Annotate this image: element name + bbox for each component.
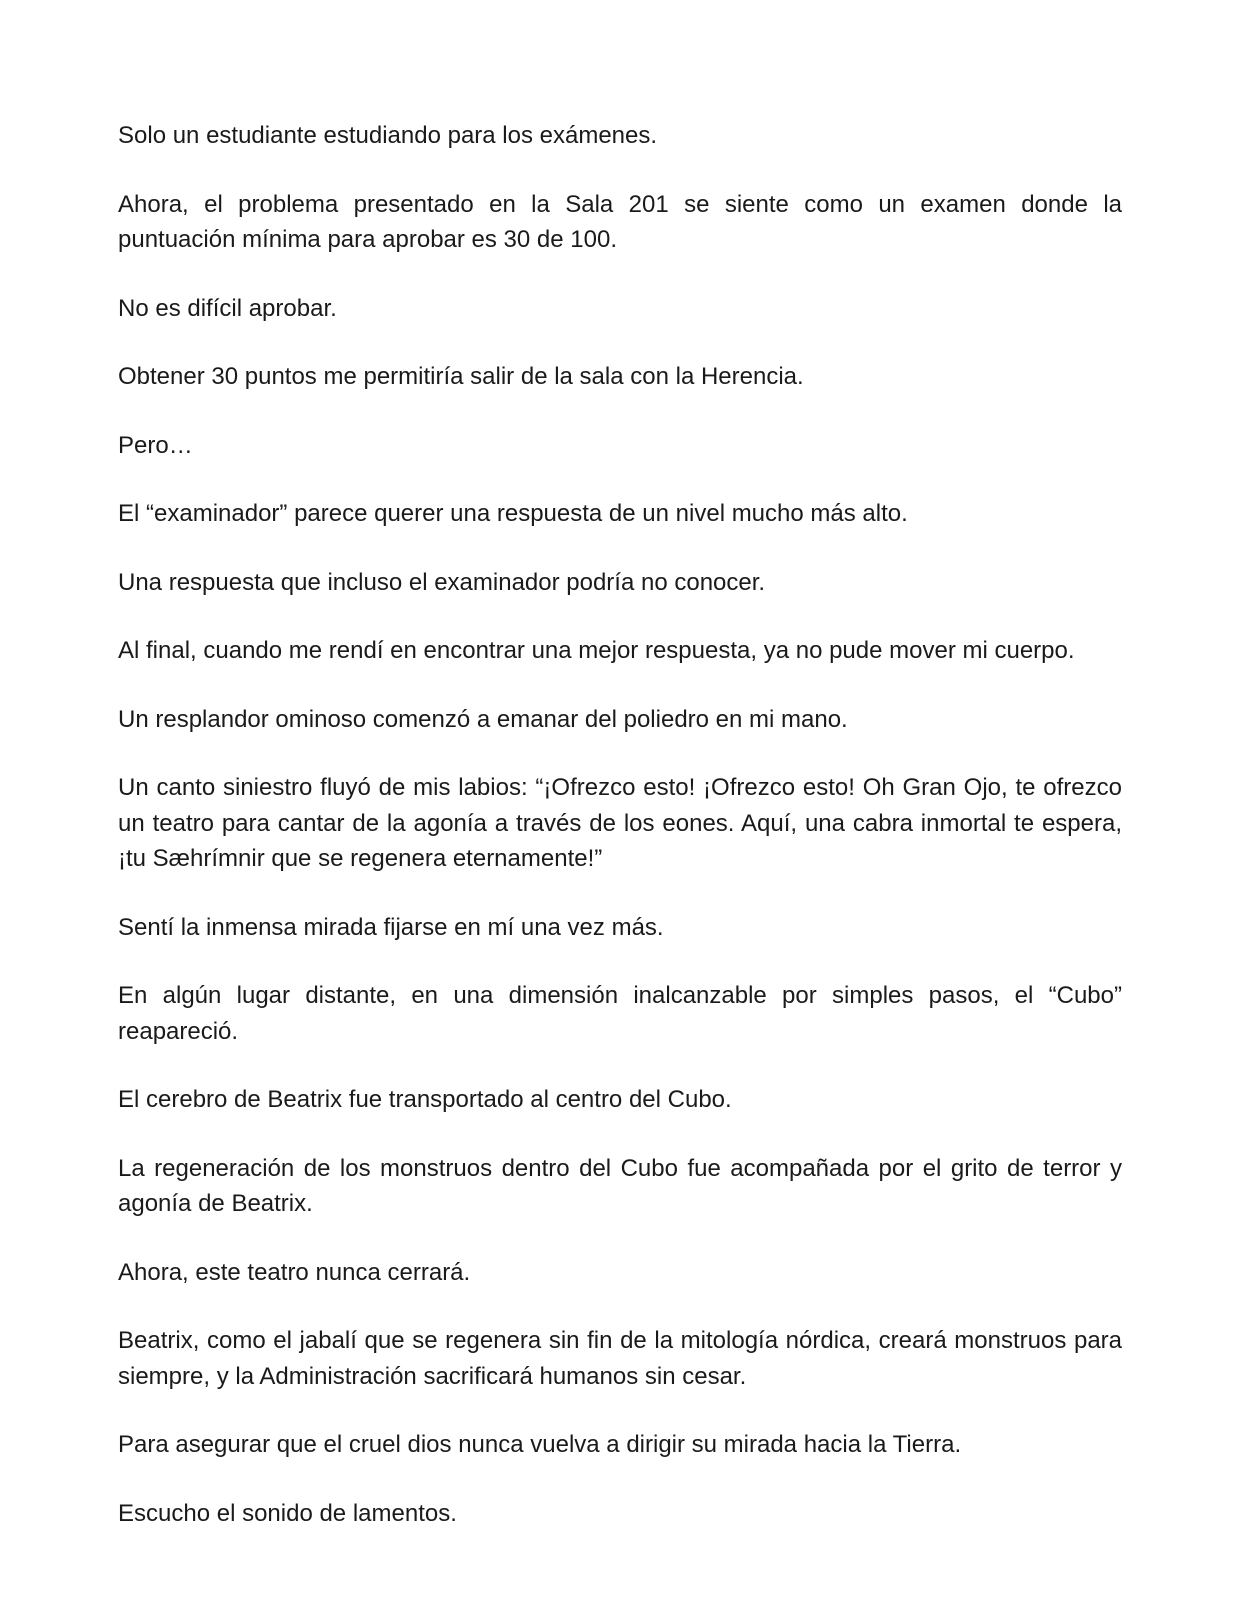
- paragraph-16: Beatrix, como el jabalí que se regenera sin fin de la mitología nórdica, creará monstruos para siempre, y la Administración sacrificará humanos sin cesar.: [118, 1327, 1122, 1390]
- paragraph-2: Ahora, el problema presentado en la Sala 201 se siente como un examen donde la puntuación mínima para aprobar es 30 de 100.: [118, 190, 1122, 253]
- paragraph-1: Solo un estudiante estudiando para los exámenes.: [118, 122, 658, 149]
- paragraph-3: No es difícil aprobar.: [118, 294, 337, 322]
- paragraph-14: La regeneración de los monstruos dentro del Cubo fue acompañada por el grito de terror y agonía de Beatrix.: [118, 1154, 1122, 1217]
- paragraph-7: Una respuesta que incluso el examinador podría no conocer.: [118, 568, 766, 596]
- document-page: [118, 118, 1122, 1531]
- paragraph-12: En algún lugar distante, en una dimensión inalcanzable por simples pasos, el “Cubo” reapareció.: [118, 982, 1122, 1045]
- paragraph-11: Sentí la inmensa mirada fijarse en mí una vez más.: [118, 913, 664, 941]
- paragraph-9: Un resplandor ominoso comenzó a emanar del poliedro en mi mano.: [118, 705, 848, 733]
- paragraph-8: Al final, cuando me rendí en encontrar una mejor respuesta, ya no pude mover mi cuerpo.: [118, 637, 1075, 664]
- paragraph-17: Para asegurar que el cruel dios nunca vuelva a dirigir su mirada hacia la Tierra.: [118, 1431, 962, 1458]
- paragraph-10: Un canto siniestro fluyó de mis labios: “¡Ofrezco esto! ¡Ofrezco esto! Oh Gran Ojo, te ofrezco un teatro para cantar de la agonía a través de los eones. Aquí, una cabra inmortal te espera, ¡tu Sæhrímnir que se regenera eternamente!”: [118, 774, 1122, 872]
- paragraph-5: Pero…: [118, 431, 193, 459]
- paragraph-6: El “examinador” parece querer una respuesta de un nivel mucho más alto.: [118, 500, 908, 527]
- paragraph-4: Obtener 30 puntos me permitiría salir de la sala con la Herencia.: [118, 363, 804, 390]
- paragraph-13: El cerebro de Beatrix fue transportado al centro del Cubo.: [118, 1086, 732, 1113]
- paragraph-15: Ahora, este teatro nunca cerrará.: [118, 1258, 471, 1286]
- paragraph-18: Escucho el sonido de lamentos.: [118, 1499, 457, 1527]
